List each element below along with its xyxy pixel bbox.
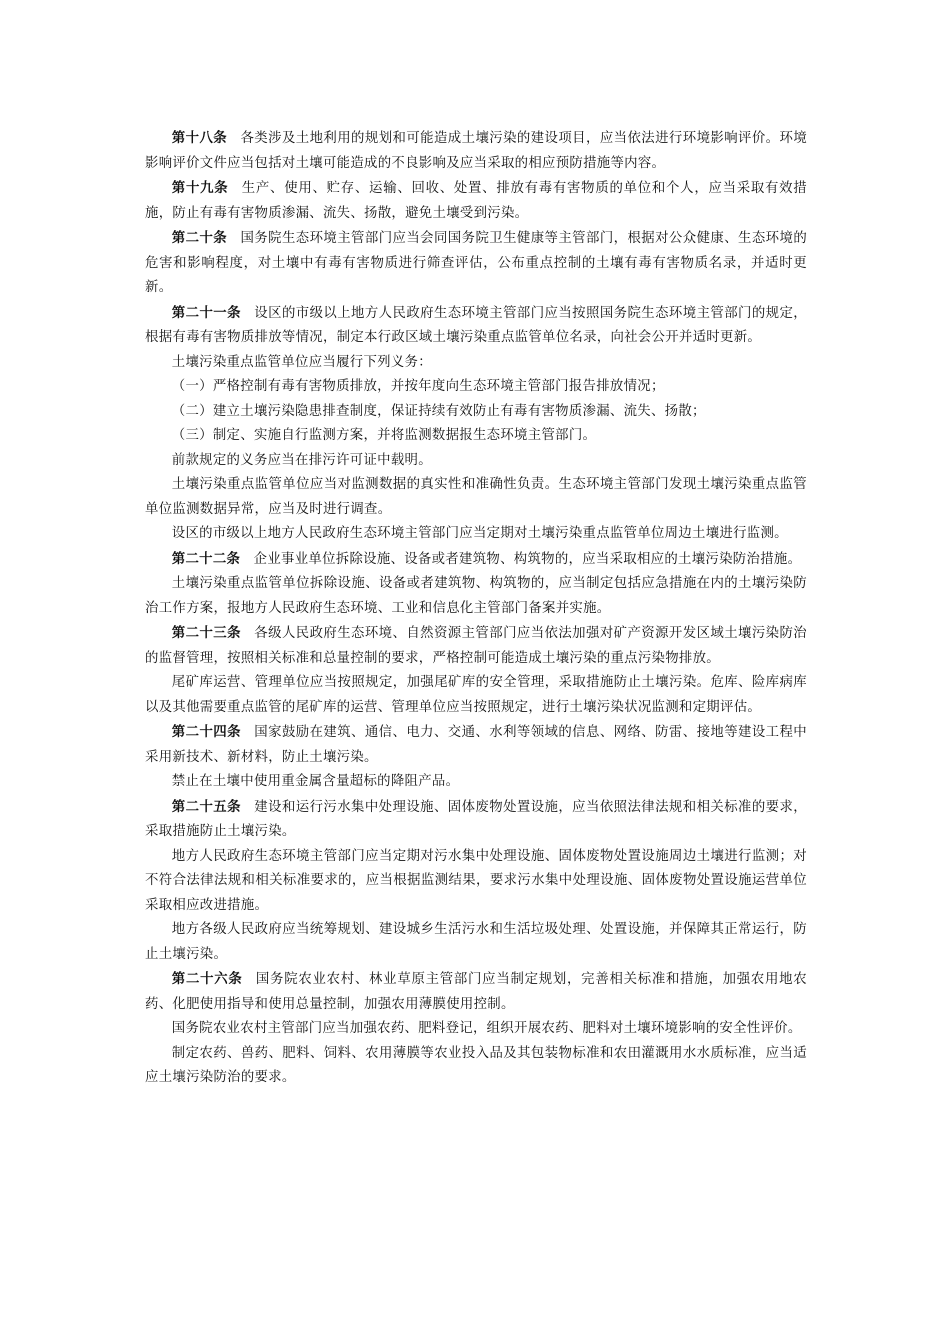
paragraph-art18 (145, 126, 807, 176)
list-item (145, 424, 807, 449)
paragraph-text: 设区的市级以上地方人民政府生态环境主管部门应当按照国务院生态环境主管部门的规定，根据有毒有害物质排放等情况，制定本行政区域土壤污染重点监管单位名录，向社会公开并适时更新。 (145, 305, 808, 345)
article-number: 第二十四条 (171, 724, 241, 740)
article-number: 第二十二条 (171, 550, 241, 567)
paragraph-text: 地方各级人民政府应当统筹规划、建设城乡生活污水和生活垃圾处理、处置设施，并保障其正常运行，防止土壤污染。 (145, 922, 807, 962)
article-number: 第二十五条 (171, 798, 241, 815)
paragraph (145, 522, 807, 547)
paragraph-text: 各类涉及土地利用的规划和可能造成土壤污染的建设项目，应当依法进行环境影响评价。环境影响评价文件应当包括对土壤可能造成的不良影响及应当采取的相应预防措施等内容。 (145, 131, 808, 171)
paragraph-text: 国务院生态环境主管部门应当会同国务院卫生健康等主管部门，根据对公众健康、生态环境的危害和影响程度，对土壤中有毒有害物质进行筛查评估，公布重点控制的土壤有毒有害物质名录，并适时更新。 (145, 231, 808, 295)
paragraph-text: 建设和运行污水集中处理设施、固体废物处置设施，应当依照法律法规和相关标准的要求，采取措施防止土壤污染。 (145, 799, 808, 839)
paragraph (145, 449, 807, 474)
list-item (145, 375, 807, 400)
list-item (145, 400, 807, 425)
article-number: 第十九条 (171, 180, 229, 196)
paragraph (145, 1017, 807, 1042)
article-number: 第二十六条 (171, 971, 243, 987)
paragraph-text: 土壤污染重点监管单位应当对监测数据的真实性和准确性负责。生态环境主管部门发现土壤污染重点监管单位监测数据异常，应当及时进行调查。 (145, 477, 807, 517)
paragraph-text: 土壤污染重点监管单位拆除设施、设备或者建筑物、构筑物的，应当制定包括应急措施在内的土壤污染防治工作方案，报地方人民政府生态环境、工业和信息化主管部门备案并实施。 (145, 576, 807, 616)
paragraph-text: 设区的市级以上地方人民政府生态环境主管部门应当定期对土壤污染重点监管单位周边土壤进行监测。 (171, 526, 788, 541)
paragraph-text: 土壤污染重点监管单位应当履行下列义务： (171, 354, 432, 370)
paragraph (145, 1042, 807, 1091)
article-number: 第十八条 (171, 130, 228, 146)
paragraph-art20 (145, 226, 807, 301)
paragraph-art24 (145, 720, 807, 770)
document-body (145, 126, 807, 1091)
paragraph (145, 473, 807, 522)
paragraph-art21 (145, 301, 807, 351)
article-number: 第二十一条 (171, 304, 241, 321)
paragraph-text: 生产、使用、贮存、运输、回收、处置、排放有毒有害物质的单位和个人，应当采取有效措施，防止有毒有害物质渗漏、流失、扬散，避免土壤受到污染。 (145, 181, 808, 221)
paragraph-text: （一）严格控制有毒有害物质排放，并按年度向生态环境主管部门报告排放情况； (171, 379, 665, 394)
article-number: 第二十条 (171, 230, 228, 246)
paragraph-text: 地方人民政府生态环境主管部门应当定期对污水集中处理设施、固体废物处置设施周边土壤进行监测；对不符合法律法规和相关标准要求的，应当根据监测结果，要求污水集中处理设施、固体废物处置设施运营单位采取相应改进措施。 (145, 848, 807, 913)
article-number: 第二十三条 (171, 625, 241, 641)
paragraph-text: 尾矿库运营、管理单位应当按照规定，加强尾矿库的安全管理，采取措施防止土壤污染。危库、险库病库以及其他需要重点监管的尾矿库的运营、管理单位应当按照规定，进行土壤污染状况监测和定期评估。 (145, 675, 807, 715)
paragraph-text: （三）制定、实施自行监测方案，并将监测数据报生态环境主管部门。 (171, 428, 597, 443)
paragraph-art25 (145, 795, 807, 845)
paragraph-text: 国家鼓励在建筑、通信、电力、交通、水利等领域的信息、网络、防雷、接地等建设工程中采用新技术、新材料，防止土壤污染。 (145, 725, 808, 765)
paragraph (145, 671, 807, 720)
paragraph-art19 (145, 176, 807, 226)
paragraph-art23 (145, 621, 807, 671)
paragraph (145, 351, 807, 376)
paragraph-text: 制定农药、兽药、肥料、饲料、农用薄膜等农业投入品及其包装物标准和农田灌溉用水水质标准，应当适应土壤污染防治的要求。 (145, 1045, 807, 1085)
paragraph-art26 (145, 967, 807, 1017)
paragraph (145, 770, 807, 795)
paragraph-text: 禁止在土壤中使用重金属含量超标的降阻产品。 (171, 774, 460, 789)
paragraph-text: 国务院农业农村主管部门应当加强农药、肥料登记，组织开展农药、肥料对土壤环境影响的安全性评价。 (171, 1021, 802, 1036)
paragraph-text: （二）建立土壤污染隐患排查制度，保证持续有效防止有毒有害物质渗漏、流失、扬散； (171, 403, 706, 419)
paragraph (145, 918, 807, 967)
paragraph-text: 企业事业单位拆除设施、设备或者建筑物、构筑物的，应当采取相应的土壤污染防治措施。 (253, 551, 802, 567)
paragraph-text: 各级人民政府生态环境、自然资源主管部门应当依法加强对矿产资源开发区域土壤污染防治的监督管理，按照相关标准和总量控制的要求，严格控制可能造成土壤污染的重点污染物排放。 (145, 626, 808, 666)
paragraph-text: 前款规定的义务应当在排污许可证中载明。 (171, 452, 432, 468)
paragraph-art22 (145, 547, 807, 573)
paragraph-text: 国务院农业农村、林业草原主管部门应当制定规划，完善相关标准和措施，加强农用地农药、化肥使用指导和使用总量控制，加强农用薄膜使用控制。 (145, 972, 808, 1012)
paragraph (145, 572, 807, 621)
paragraph (145, 845, 807, 919)
